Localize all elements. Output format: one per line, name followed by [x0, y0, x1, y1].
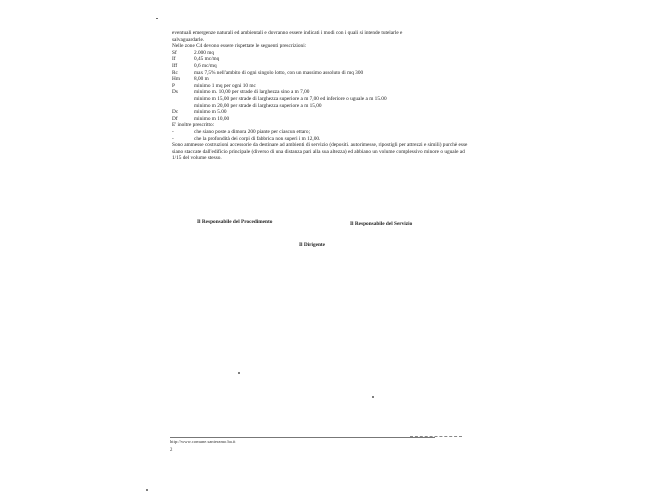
param-value: 0,45 mc/mq: [194, 56, 220, 63]
param-value: minimo m. 10,00 per strade di larghezza sino a m 7,00: [194, 89, 310, 96]
param-code: Ds: [172, 89, 178, 96]
param-row: [172, 70, 472, 77]
param-value: 8,00 m: [194, 76, 209, 83]
scan-speck: [238, 372, 240, 374]
param-code: Rc: [172, 69, 178, 76]
param-value: minimo m 15,00 per strade di larghezza superiore a m 7,00 ed inferiore o uguale a m 15.00: [194, 95, 387, 102]
param-row: [172, 63, 472, 70]
footer-divider: [170, 437, 435, 438]
also-prescribed-intro: E' inoltre prescritto:: [172, 122, 215, 129]
param-row: [172, 109, 472, 116]
param-code: Df: [172, 115, 178, 122]
param-value: minimo 1 mq per ogni 10 mc: [194, 82, 256, 89]
bullet-dash: -: [172, 128, 174, 135]
signature-servizio: Il Responsabile del Servizio: [350, 221, 413, 227]
footer-divider-fragment: [410, 436, 462, 437]
prescriptions-intro: Nelle zone C4 devono essere rispettate le seguenti prescrizioni:: [172, 43, 307, 50]
param-code: Sf: [172, 49, 177, 56]
param-row: [172, 83, 472, 90]
bullet-item: [172, 129, 472, 136]
param-row: [172, 76, 472, 83]
closing-paragraph: Sono ammesse costruzioni accessorie da destinare ad ambienti di servizio (depositi. autorimesse, ripostigli per attrezzi e simili) purchè esse siano staccate dall'edificio principale (diverso di una distanza pari alla sua altezza) ed abbiano un volume complessivo minore o uguale ad 1/15 del volume stesso.: [172, 142, 468, 162]
param-row: [172, 89, 472, 96]
paragraph-line: salvaguardarle.: [172, 36, 205, 43]
scan-speck: [156, 18, 158, 19]
bullet-text: che la profondità dei corpi di fabbrica non superi i m 12,00.: [194, 135, 321, 142]
signature-procedimento: Il Responsabile del Procedimento: [197, 219, 273, 225]
scan-speck: [372, 396, 374, 398]
param-code: Hm: [172, 76, 180, 83]
paragraph-line: eventuali emergenze naturali ed ambientali e dovranno essere indicati i modi con i quali si intende tutelarle e: [172, 30, 403, 36]
param-code: Iff: [172, 62, 178, 69]
param-code: Dc: [172, 109, 179, 116]
param-row: [172, 56, 472, 63]
param-continuation: [172, 96, 472, 103]
page-number: 2: [170, 448, 173, 453]
param-value: 2.000 mq: [194, 49, 215, 56]
body-text: [172, 30, 472, 162]
param-code: If: [172, 56, 176, 63]
scan-speck: [146, 489, 148, 491]
param-row: [172, 50, 472, 57]
param-row: [172, 116, 472, 123]
param-value: minimo m 5.00: [194, 109, 227, 116]
param-value: minimo m 20,00 per strade di larghezza superiore a m 15,00: [194, 102, 322, 109]
param-value: 0,6 mc/mq: [194, 62, 217, 69]
param-code: P: [172, 82, 175, 89]
bullet-dash: -: [172, 135, 174, 142]
param-continuation: [172, 103, 472, 110]
bullet-text: che siano poste a dimora 200 piante per ciascun ettaro;: [194, 128, 311, 135]
signature-dirigente: Il Dirigente: [299, 242, 326, 248]
footer-url: http://www.comune.santeramo.ba.it: [170, 439, 236, 444]
param-value: max 7,5% nell'ambito di ogni singolo lotto, con un massimo assoluto di mq 300: [194, 69, 364, 76]
param-value: minimo m 10,00: [194, 115, 230, 122]
